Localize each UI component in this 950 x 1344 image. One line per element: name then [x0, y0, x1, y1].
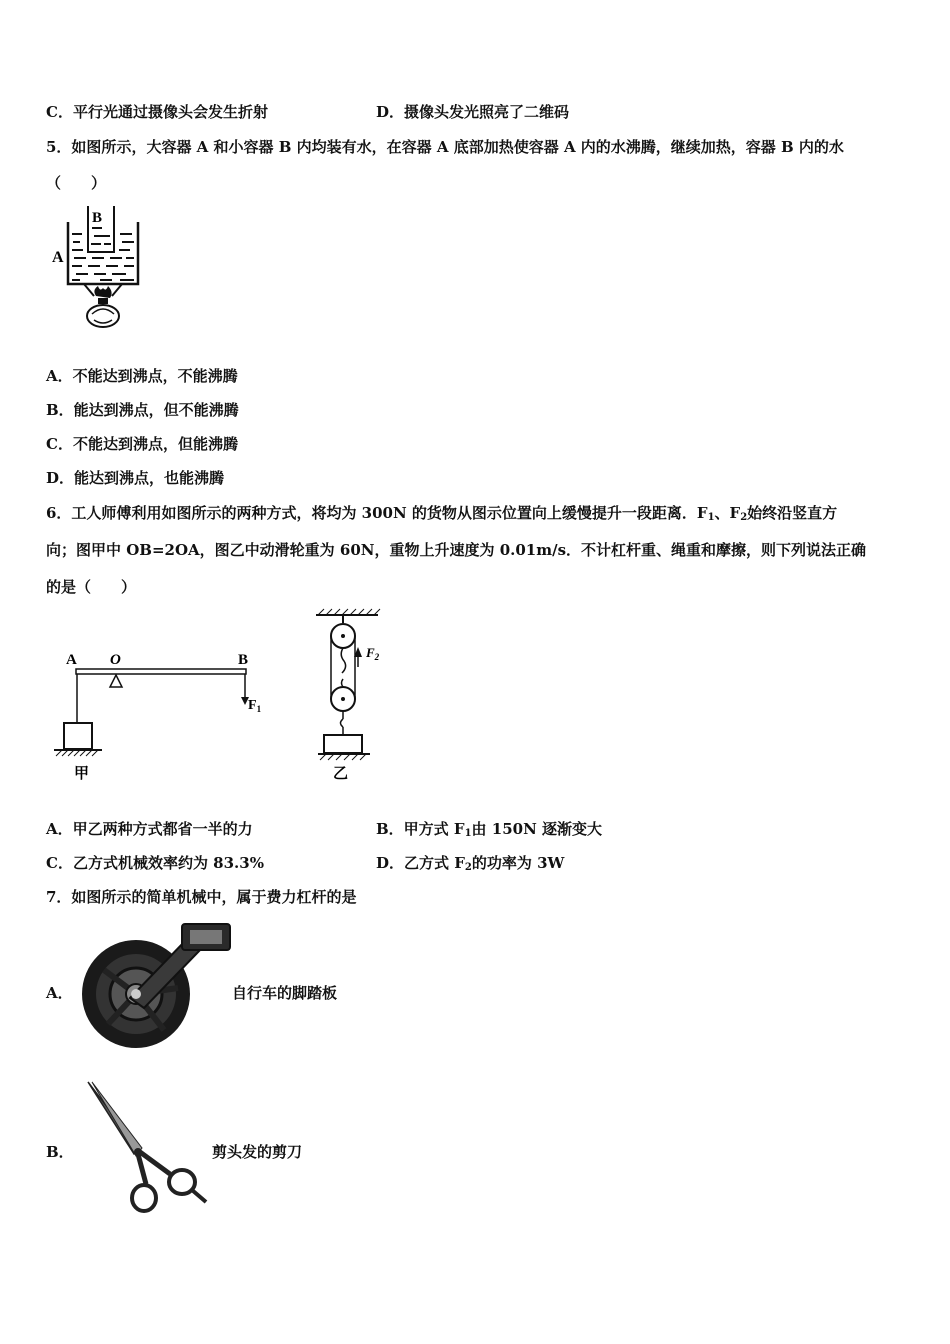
q6-option-b: B．甲方式 $F_1$由 150N 逐渐变大 [376, 820, 602, 839]
q5-fig-label-a: A [52, 249, 64, 266]
q6-lever-figure [52, 645, 282, 785]
q7-option-a-letter: A． [46, 984, 73, 1002]
q5-option-a: A．不能达到沸点，不能沸腾 [46, 367, 238, 385]
q6-pulley-figure [308, 605, 398, 785]
q7-option-b-text: 剪头发的剪刀 [212, 1143, 303, 1161]
q7-option-b-letter: B． [46, 1143, 74, 1161]
q4-option-c: C．平行光通过摄像头会发生折射 [46, 103, 268, 121]
q6-stem-line2: 向；图甲中 OB=2OA，图乙中动滑轮重为 60N，重物上升速度为 0.01m/s．不计杠杆重、绳重和摩擦，则下列说法正确 [46, 541, 867, 559]
q6-stem-line3: 的是（ ） [46, 578, 137, 596]
lever-label-f1: $F_1$ [248, 698, 262, 714]
q7-stem: 7．如图所示的简单机械中，属于费力杠杆的是 [46, 888, 357, 906]
scissors-image [82, 1078, 212, 1218]
lever-label-o: O [110, 652, 121, 668]
q5-stem-line1: 5．如图所示，大容器 A 和小容器 B 内均装有水，在容器 A 底部加热使容器 A 内的水沸腾，继续加热，容器 B 内的水 [46, 138, 844, 156]
lever-label-a: A [66, 652, 77, 668]
q5-fig-label-b: B [92, 210, 103, 226]
q5-option-c: C．不能达到沸点，但能沸腾 [46, 435, 238, 453]
bicycle-pedal-image [78, 918, 233, 1050]
q5-option-d: D．能达到沸点，也能沸腾 [46, 469, 225, 487]
q6-stem-line1: 6．工人师傅利用如图所示的两种方式，将均为 300N 的货物从图示位置向上缓慢提升一段距离．$F_1$、$F_2$始终沿竖直方 [46, 504, 838, 523]
q7-option-a-text: 自行车的脚踏板 [232, 984, 338, 1002]
pulley-label-f2: $F_2$ [366, 645, 380, 662]
q6-option-d: D．乙方式 $F_2$的功率为 3W [376, 854, 565, 873]
q6-option-a: A．甲乙两种方式都省一半的力 [46, 820, 253, 838]
q5-stem-line2: （ ） [46, 174, 107, 192]
q5-beaker-figure [46, 200, 156, 335]
q4-option-d: D．摄像头发光照亮了二维码 [376, 103, 570, 121]
q6-option-c: C．乙方式机械效率约为 83.3% [46, 854, 264, 872]
q5-option-b: B．能达到沸点，但不能沸腾 [46, 401, 239, 419]
lever-caption: 甲 [74, 766, 90, 782]
lever-label-b: B [238, 652, 249, 668]
pulley-caption: 乙 [333, 766, 349, 782]
